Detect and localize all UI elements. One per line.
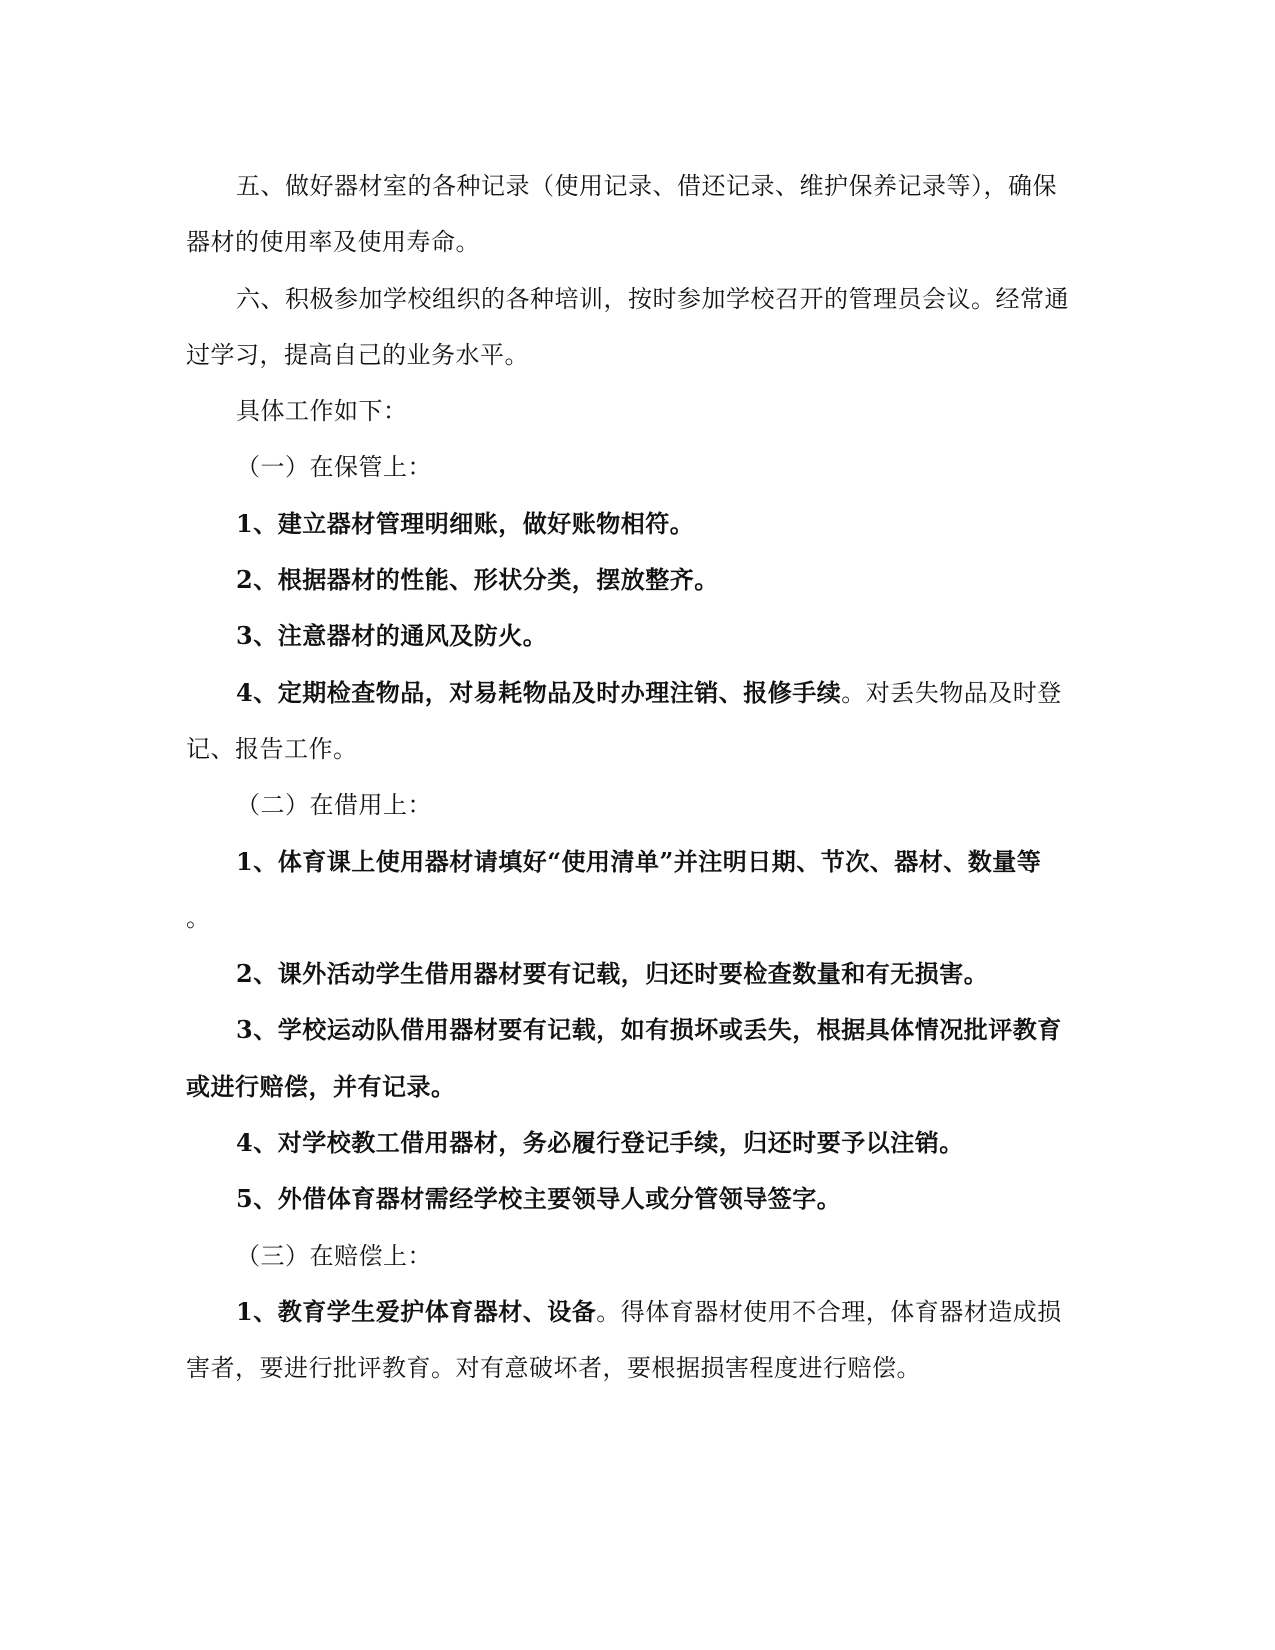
list-item [236, 1296, 1062, 1328]
section-heading: （三）在赔偿上： [236, 1242, 432, 1270]
section-heading: （一）在保管上： [236, 453, 432, 481]
list-item: 3、学校运动队借用器材要有记载，如有损坏或丢失，根据具体情况批评教育 [236, 1015, 1062, 1044]
list-item: 1、建立器材管理明细账，做好账物相符。 [236, 509, 695, 538]
paragraph-line: 五、做好器材室的各种记录（使用记录、借还记录、维护保养记录等），确保 [236, 172, 1057, 200]
list-item-text: 。得体育器材使用不合理，体育器材造成损 [596, 1298, 1062, 1326]
paragraph-line: 或进行赔偿，并有记录。 [186, 1072, 456, 1101]
paragraph-line: 记、报告工作。 [186, 735, 358, 763]
list-item [236, 677, 1062, 709]
paragraph-line: 害者，要进行批评教育。对有意破坏者，要根据损害程度进行赔偿。 [186, 1354, 921, 1382]
list-item-text: 。对丢失物品及时登 [841, 679, 1062, 707]
paragraph-line: 。 [186, 904, 211, 932]
list-item: 2、根据器材的性能、形状分类，摆放整齐。 [236, 565, 719, 594]
list-item: 3、注意器材的通风及防火。 [236, 621, 548, 650]
paragraph-line: 器材的使用率及使用寿命。 [186, 228, 480, 256]
list-item-bold-text: 1、教育学生爱护体育器材、设备 [236, 1297, 597, 1326]
list-item-bold-text: 4、定期检查物品，对易耗物品及时办理注销、报修手续 [236, 678, 842, 707]
list-item: 4、对学校教工借用器材，务必履行登记手续，归还时要予以注销。 [236, 1128, 964, 1157]
section-heading: （二）在借用上： [236, 791, 432, 819]
paragraph-line: 六、积极参加学校组织的各种培训，按时参加学校召开的管理员会议。经常通 [236, 285, 1069, 313]
list-item: 5、外借体育器材需经学校主要领导人或分管领导签字。 [236, 1184, 842, 1213]
list-item: 2、课外活动学生借用器材要有记载，归还时要检查数量和有无损害。 [236, 959, 989, 988]
paragraph-line: 过学习，提高自己的业务水平。 [186, 341, 529, 369]
list-item: 1、体育课上使用器材请填好“使用清单”并注明日期、节次、器材、数量等 [236, 847, 1042, 876]
paragraph-line: 具体工作如下： [236, 397, 408, 425]
